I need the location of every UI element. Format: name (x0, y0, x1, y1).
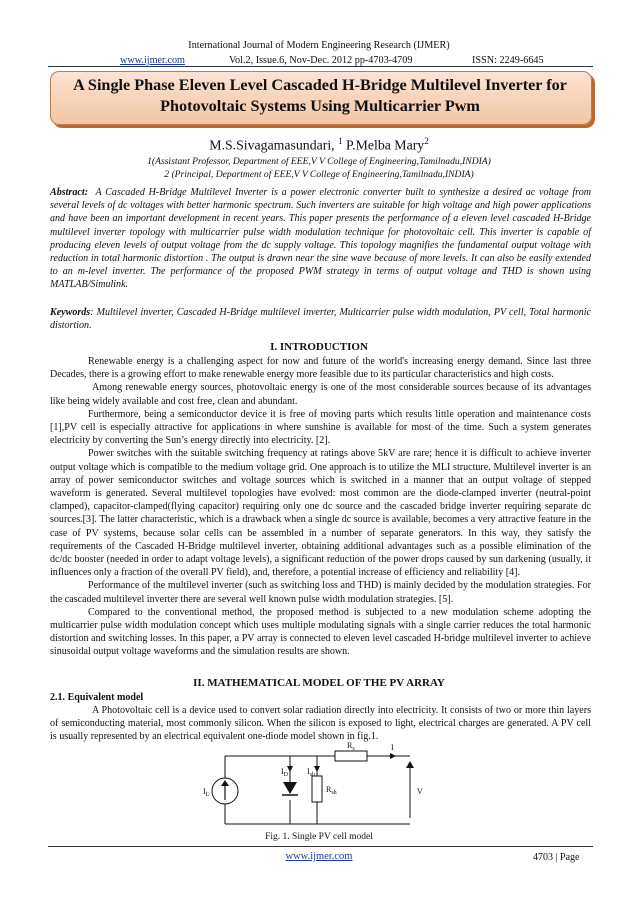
keywords-text: : Multilevel inverter, Cascaded H-Bridge multilevel inverter, Multicarrier pulse width modulation, PV cell, Total harmonic distortion. (50, 307, 591, 332)
title-line-2: Photovoltaic Systems Using Multicarrier Pwm (160, 97, 480, 115)
author-1: M.S.Sivagamasundari, (209, 137, 335, 153)
abstract-label: Abstract: (50, 187, 88, 198)
diode-icon (283, 782, 297, 794)
label-id: $I_D$ (281, 767, 289, 778)
abstract-text: A Cascaded H-Bridge Multilevel Inverter is a power electronic converter built to synthesize a desired ac voltage from several levels of dc voltages with better harmonic spectrum. Such inverters are suitable for high voltage and high power applications and have been an important development in recent years. This paper presents the performance of a eleven level cascaded H-Bridge multilevel inverter topology with multicarrier pulse width modulation technique for photovoltaic cell. This inverter is capable of producing eleven levels of output voltage from the dc supply voltage. This topology magnifies the fundamental output voltage with reduction in total harmonic distortion . The output is drawn near the sine wave because of more levels. It can also be easily extended to an m-level inverter. The performance of the proposed PWM strategy in terms of output voltage and THD is shown using MATLAB/Simulink. (50, 187, 591, 291)
abstract (50, 186, 591, 292)
journal-header: International Journal of Modern Engineering Research (IJMER) (188, 40, 450, 51)
journal-url-link[interactable]: www.ijmer.com (120, 55, 185, 66)
section-1-body (50, 355, 591, 659)
intro-paragraph-6: Compared to the conventional method, the proposed method is subjected to a new modulation scheme adopting the multicarrier pulse width modulation concept which uses multiple modulating signals with a single carrier reduces the total harmonic distortion and switching losses. In this paper, a PV array is connected to eleven level cascaded H-bridge multilevel inverter to achieve sinusoidal output voltage waveforms and the simulation results are shown. (50, 606, 591, 658)
keywords (50, 306, 591, 332)
page-number: 4703 | Page (533, 852, 580, 863)
figure-caption: Fig. 1. Single PV cell model (265, 832, 373, 842)
title-line-1: A Single Phase Eleven Level Cascaded H-Bridge Multilevel Inverter for (73, 76, 567, 94)
author-2: P.Melba Mary (346, 137, 425, 153)
intro-paragraph-2: Among renewable energy sources, photovoltaic energy is one of the most considerable sources because of its advantages like being widely available and cost free, clean and abundant. (50, 382, 591, 407)
affiliation-2: 2 (Principal, Department of EEE,V V College of Engineering,Tamilnadu,INDIA) (164, 169, 474, 180)
label-v: V (417, 787, 423, 796)
footer-divider (48, 846, 593, 847)
author-2-affiliation-mark: 2 (424, 136, 429, 146)
label-rsh: $R_{sh}$ (326, 785, 337, 796)
label-i: I (391, 743, 394, 752)
section-2-heading: II. MATHEMATICAL MODEL OF THE PV ARRAY (193, 677, 445, 689)
keywords-label: Keywords (50, 307, 91, 318)
footer-url-text: www.ijmer.com (285, 851, 353, 862)
authors (0, 136, 638, 154)
intro-paragraph-4: Power switches with the suitable switching frequency at ratings above 5kV are rare; hence it is difficult to achieve inverter output voltage which is compatible to the medium voltage grid. One approach is to utilize the MLI structure. Multilevel inverter is an array of power semiconductor switches and voltage sources which is switched in a manner that an output voltage of stepped waveform is generated. Several multilevel topologies have evolved: most common are the diode-clamped inverter (neutral-point clamped), capacitor-clamped(flying capacitor) requiring only one dc source and the cascaded bridge inverter requiring separate dc sources.[3]. The latter characteristic, which is a drawback when a single dc source is available, becomes a very attractive feature in the case of PV systems, because solar cells can be assembled in a number of separate generators. In this way, they satisfy the requirements of the Cascaded H-Bridge multilevel inverter, obtaining additional advantages such as a possible elimination of the dc/dc booster (needed in order to adapt voltage levels), a significant reduction of the power drops caused by sun darkening (usually, it influences only a fraction of the overall PV field), and, therefore, a potential increase of efficiency and reliability [4]. (50, 448, 591, 579)
section-2-paragraph (50, 704, 591, 744)
volume-info: Vol.2, Issue.6, Nov-Dec. 2012 pp-4703-4709 (229, 55, 413, 66)
label-ish: $I_{sh}$ (307, 767, 316, 778)
author-1-affiliation-mark: 1 (338, 136, 343, 146)
label-il: $I_L$ (203, 787, 210, 798)
intro-paragraph-3: Furthermore, being a semiconductor device it is free of moving parts which results little operation and maintenance costs [1],PV cell is especially attractive for applications in where sunshine is available for most of the time. Such a system generates electricity by converting the Sun’s energy directly into electricity. [2]. (50, 408, 591, 447)
header-divider (48, 66, 593, 67)
issn-info: ISSN: 2249-6645 (472, 55, 544, 66)
label-rs: $R_s$ (347, 742, 355, 752)
intro-paragraph-1: Renewable energy is a challenging aspect for now and future of the world's increasing energy demand. Since last three Decades, there is a growing effort to make renewable energy more feasible due to its particular characteristics and high costs. (50, 356, 591, 381)
section-1-heading: I. INTRODUCTION (270, 341, 368, 353)
subsection-2-1-heading: 2.1. Equivalent model (50, 692, 144, 703)
intro-paragraph-5: Performance of the multilevel inverter (such as switching loss and THD) is mainly decided by the modulation strategies. For the cascaded multilevel inverter there are several well known pulse width modulation strategies. [5]. (50, 580, 591, 605)
pv-cell-circuit-diagram (195, 742, 440, 832)
affiliation-1: 1(Assistant Professor, Department of EEE,V V College of Engineering,Tamilnadu,INDIA) (147, 156, 491, 167)
paper-title (50, 75, 590, 117)
equivalent-model-paragraph: A Photovoltaic cell is a device used to convert solar radiation directly into electricity. It consists of two or more thin layers of semiconducting material, most commonly silicon. When the silicon is exposed to light, electrical charges are generated. A PV cell is usually represented by an electrical equivalent one-diode model shown in fig.1. (50, 705, 591, 743)
